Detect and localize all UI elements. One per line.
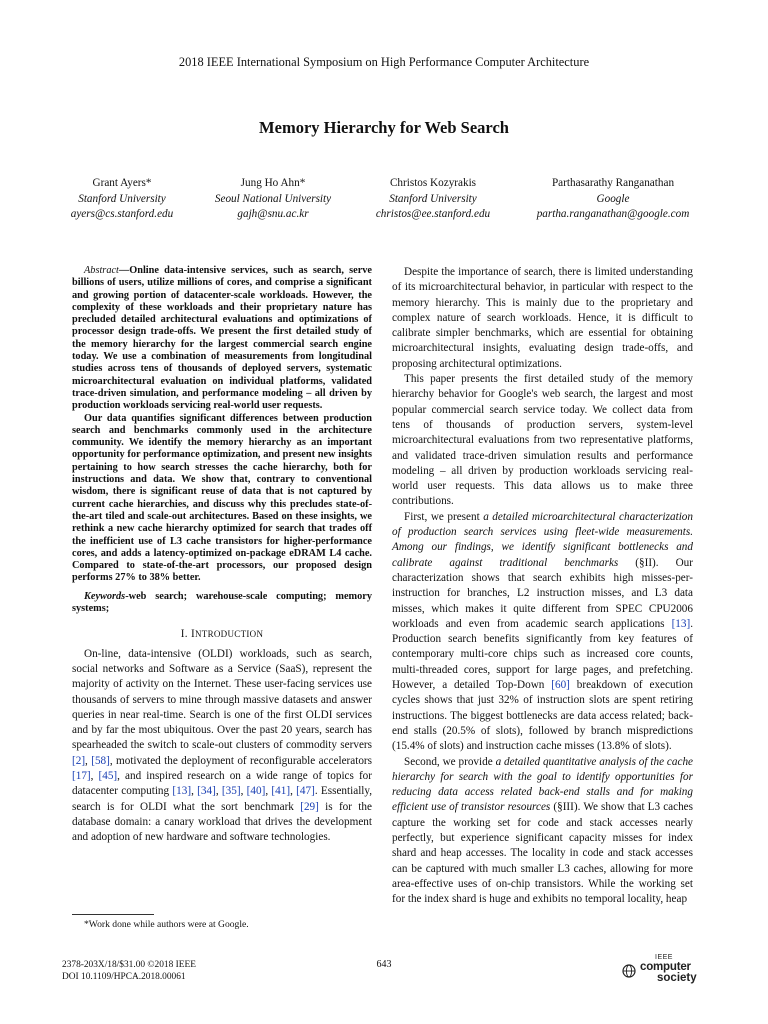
- text-run: ,: [290, 785, 297, 798]
- footnote-rule: [72, 914, 154, 915]
- author-email: christos@ee.stanford.edu: [375, 208, 491, 220]
- citation-link[interactable]: [2]: [72, 754, 86, 767]
- author-name: Grant Ayers*: [92, 177, 152, 189]
- globe-icon: [622, 964, 636, 978]
- text-run: , and inspired research on a wide range of topics for datacenter computing: [72, 769, 372, 798]
- abstract-text: —Online data-intensive services, such as search, serve billions of users, utilize millions of cores, and comprise a significant and growing portion of datacenter-scale workloads. However, the complexity of these workloads and their proprietary nature has precluded detailed architectural evaluations and optimizations of processor design trade-offs. We present the first detailed study of the memory hierarchy for the largest commercial search engine today. We use a combination of measurements from longitudinal studies across tens of thousands of deployed servers, systematic microarchitectural evaluation on individual platforms, validated trace-driven simulation, and performance modeling – all driven by production workloads servicing real-world user requests.: [72, 265, 372, 412]
- author-2: [198, 176, 348, 223]
- body-paragraph-3: [392, 510, 693, 755]
- author-affiliation: Seoul National University: [214, 192, 332, 205]
- body-paragraph-1: Despite the importance of search, there is limited understanding of its microarchitectural behavior, in particular with respect to the memory hierarchy. This is mainly due to the proprietary and complex nature of search workloads. Hence, it is difficult to calibrate simpler benchmarks, which are essential for obtaining microarchitectural insights, evaluating design trade-offs, and proposing architectural optimizations.: [392, 266, 693, 370]
- citation-link[interactable]: [47]: [296, 785, 315, 798]
- section-heading-rest: NTRODUCTION: [194, 629, 264, 640]
- text-run: On-line, data-intensive (OLDI) workloads, such as search, social networks and Software as a Service (SaaS), represent the majority of activity on the Internet. These user-facing services use thousands of servers to mine through massive datasets and answer queries in near real-time. Search is one of the first OLDI services and by far the most ubiquitous. Over the past 20 years, search has spearheaded the switch to scale-out clusters of commodity servers: [72, 647, 372, 752]
- section-heading-introduction: [72, 627, 372, 642]
- citation-link[interactable]: [34]: [197, 785, 216, 798]
- doi-line: DOI 10.1109/HPCA.2018.00061: [62, 972, 186, 982]
- author-1: [62, 176, 182, 223]
- author-affiliation: Stanford University: [389, 192, 477, 205]
- paper-title: Memory Hierarchy for Web Search: [259, 118, 509, 137]
- text-run: ,: [85, 754, 92, 767]
- text-run: ,: [215, 785, 222, 798]
- intro-paragraph-1: [72, 647, 372, 846]
- text-run: ,: [90, 769, 99, 782]
- text-run: Second, we provide: [404, 755, 496, 768]
- author-3: [364, 176, 502, 223]
- abstract-paragraph-1: [72, 265, 372, 413]
- logo-line-2: computer: [640, 961, 691, 973]
- body-paragraph-4: [392, 755, 693, 908]
- citation-link[interactable]: [58]: [91, 754, 110, 767]
- right-column: [392, 265, 693, 907]
- citation-link[interactable]: [60]: [551, 679, 570, 692]
- citation-link[interactable]: [40]: [246, 785, 266, 798]
- keywords-text: -web search; warehouse-scale computing; memory systems;: [72, 590, 372, 615]
- author-email: ayers@cs.stanford.edu: [70, 208, 174, 220]
- text-run: , motivated the deployment of reconfigurable accelerators: [109, 754, 373, 767]
- footnote: *Work done while authors were at Google.: [84, 919, 249, 930]
- citation-link[interactable]: [13]: [172, 785, 192, 798]
- body-paragraph-2: This paper presents the first detailed study of the memory hierarchy behavior for Google's web search, the largest and most popular commercial search service today. We collect data from tens of thousands of production servers, system-level microarchitectural evaluations from two representative platforms, and validated trace-driven simulation results and performance modeling – all driven by production workloads servicing real-world user requests. This data allows us to make three contributions.: [392, 373, 693, 508]
- text-run: . Essentially, search is for OLDI what the sort benchmark: [72, 785, 373, 813]
- abstract-label: Abstract: [84, 265, 119, 276]
- author-affiliation: Google: [596, 192, 630, 205]
- italic-run: a detailed microarchitectural characterization of production search services using fleet-wide measurements. Among our findings, we identify significant bottlenecks and calibrate against traditional benchmarks: [392, 510, 693, 569]
- text-run: ,: [265, 785, 272, 798]
- citation-link[interactable]: [35]: [221, 785, 241, 798]
- italic-run: a detailed quantitative analysis of the cache hierarchy for search with the goal to identify opportunities for reducing data access related back-end stalls and for making efficient use of transistor resources: [392, 755, 694, 814]
- author-name: Jung Ho Ahn*: [240, 177, 306, 189]
- section-number: I.: [180, 628, 191, 641]
- author-name: Parthasarathy Ranganathan: [551, 177, 675, 189]
- text-run: (§II). Our characterization shows that search exhibits high misses-per-instruction for branches, L2 instruction misses, and L3 data misses, which makes it quite different from SPEC CPU2006 workloads and even from academic search applications: [392, 556, 693, 630]
- text-run: First, we present: [404, 510, 484, 523]
- section-heading-first: I: [190, 628, 195, 641]
- abstract-paragraph-2: Our data quantifies significant differences between production search and benchmarks commonly used in the architecture community. We identify the memory hierarchy as an important opportunity for performance optimization, and present new insights pertaining to how search stresses the cache hierarchy, both for instructions and data. We show that, contrary to conventional wisdom, there is significant reuse of data that is not captured by current cache hierarchies, and discuss why this precludes state-of-the-art tiled and scale-out architectures. Based on these insights, we rethink a new cache hierarchy optimized for search that trades off the inefficient use of L3 cache transistors for higher-performance cores, and adds a latency-optimized on-package eDRAM L4 cache. Compared to state-of-the-art processors, our proposed design performs 27% to 38% better.: [72, 412, 372, 584]
- text-run: . Production search benefits significantly from key features of contemporary multi-core chips such as increased core counts, multi-threaded cores, support for large pages, and prefetching. However, a detailed Top-Down: [392, 617, 693, 692]
- text-run: ,: [240, 785, 247, 798]
- logo-line-1: IEEE: [655, 954, 673, 961]
- author-name: Christos Kozyrakis: [389, 177, 477, 189]
- author-block: [62, 176, 708, 223]
- logo-line-3: society: [657, 972, 697, 984]
- author-4: [518, 176, 708, 223]
- citation-link[interactable]: [13]: [671, 617, 691, 630]
- text-run: ,: [191, 785, 198, 798]
- issn-line: 2378-203X/18/$31.00 ©2018 IEEE: [62, 960, 196, 970]
- left-column: [72, 265, 372, 845]
- text-run: (§III). We show that L3 caches capture the working set for code and stack accesses nearly perfectly, but experience significant capacity misses for index shard and heap accesses. The locality in code and stack accesses can be captured with much smaller L3 caches, allowing for more area-effective uses of on-chip transistors. While the working set for the index shard is huge and exhibits no temporal locality, heap: [392, 801, 694, 906]
- author-email: partha.ranganathan@google.com: [536, 208, 690, 220]
- author-affiliation: Stanford University: [78, 192, 166, 205]
- citation-link[interactable]: [45]: [98, 769, 118, 782]
- citation-link[interactable]: [17]: [72, 769, 91, 782]
- keywords-label: Keywords: [84, 590, 126, 602]
- text-run: breakdown of execution cycles shows that just 32% of instruction slots are spent retiring instructions. The biggest bottlenecks are data access related; back-end stalls (20.5% of slots), followed by branch mispredictions (15.4% of slots) and instruction cache misses (13.8% of slots).: [392, 679, 693, 753]
- author-email: gajh@snu.ac.kr: [237, 208, 309, 220]
- citation-link[interactable]: [41]: [271, 785, 291, 798]
- text-run: is for the database domain: a canary workload that drives the development and adoption of new hardware and software technologies.: [72, 800, 372, 844]
- citation-link[interactable]: [29]: [300, 800, 319, 813]
- page-number: 643: [376, 959, 392, 970]
- conference-header: 2018 IEEE International Symposium on High Performance Computer Architecture: [178, 55, 590, 69]
- ieee-computer-society-logo: [620, 954, 706, 986]
- keywords: [72, 591, 372, 616]
